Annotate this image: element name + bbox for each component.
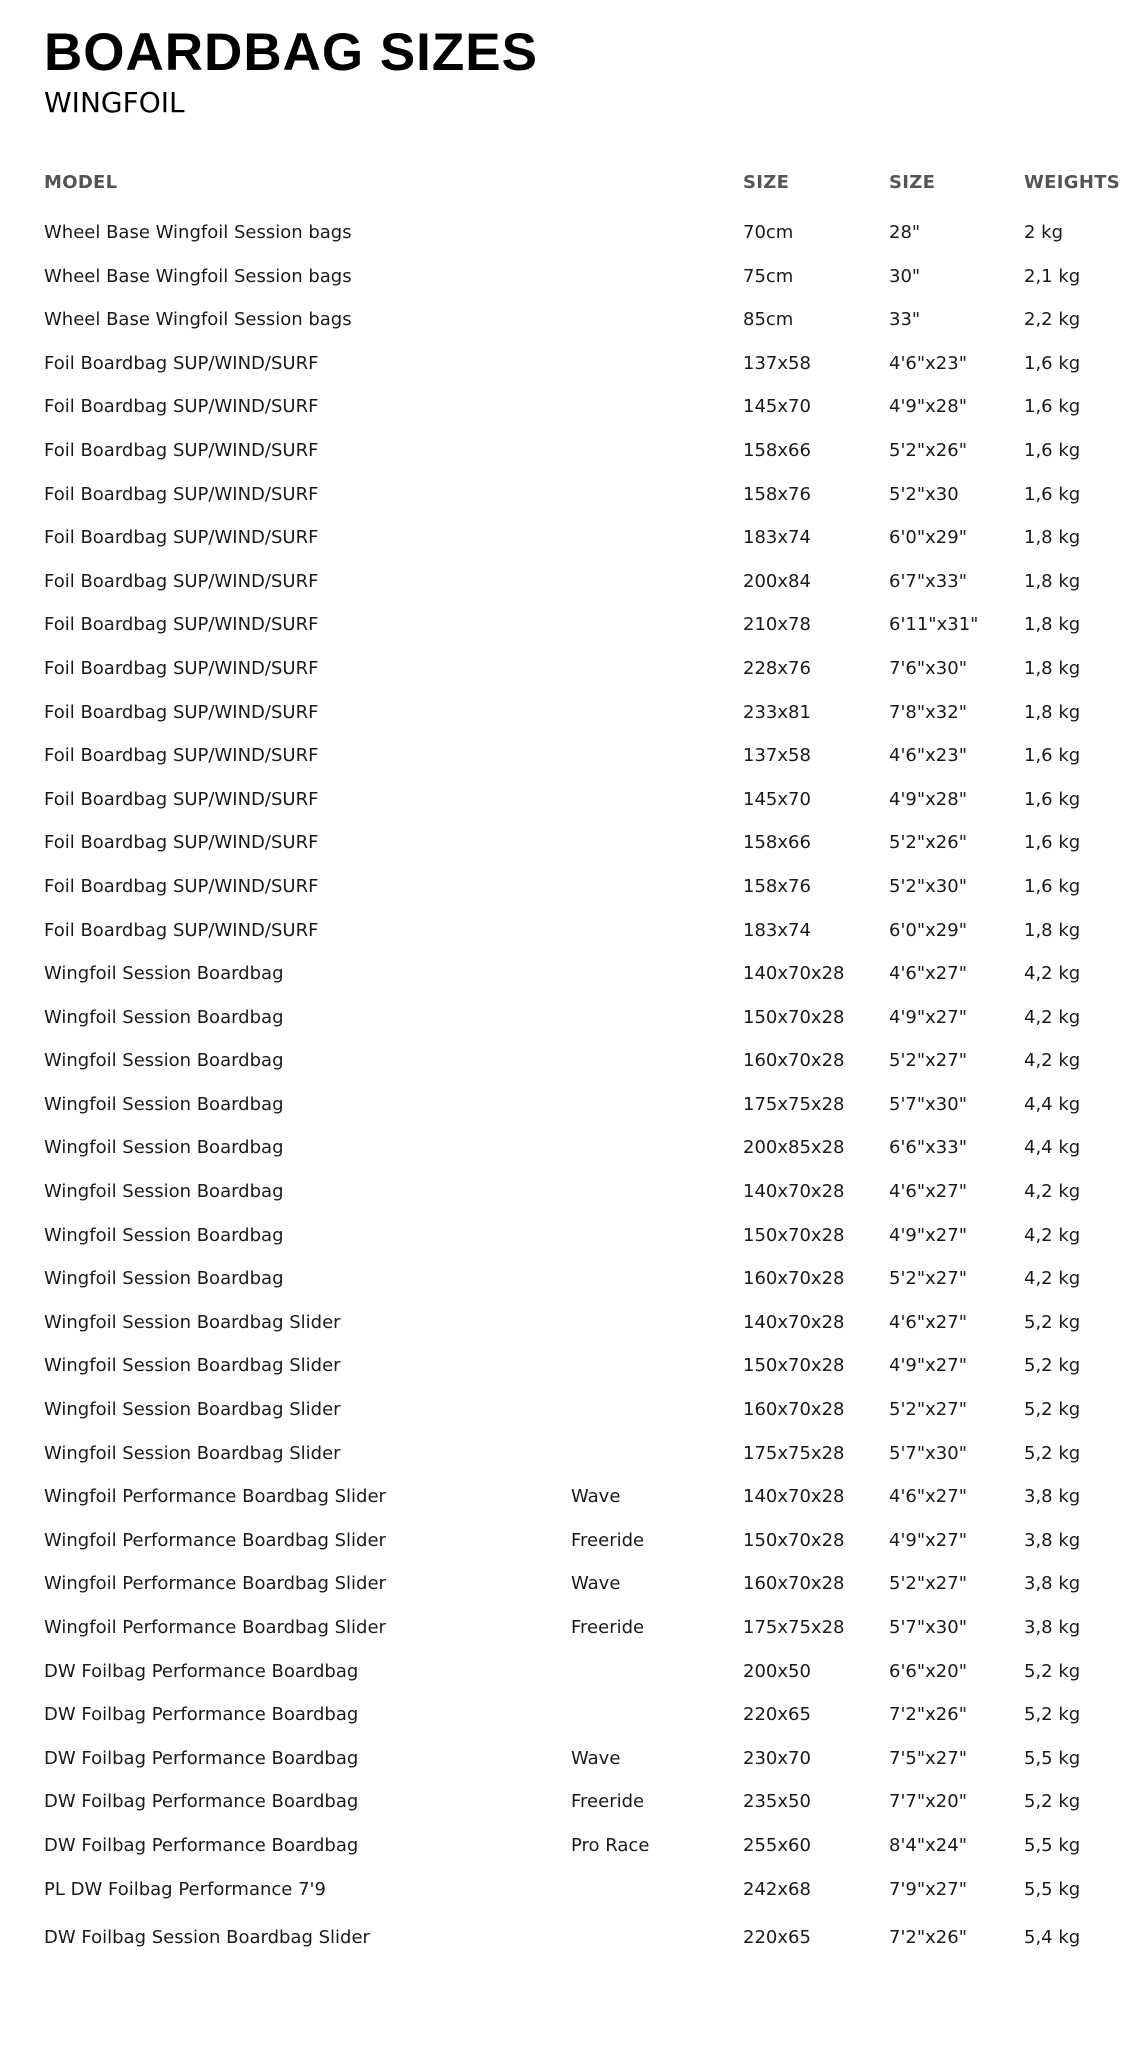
model-cell: Foil Boardbag SUP/WIND/SURF <box>44 614 319 636</box>
model-cell: Wingfoil Session Boardbag Slider <box>44 1311 341 1333</box>
size-cm-cell: 70cm <box>743 222 794 243</box>
weight-cell: 3,8 kg <box>1024 1617 1081 1638</box>
model-cell: Wingfoil Session Boardbag <box>44 1268 284 1290</box>
table-row <box>44 523 1104 567</box>
model-cell: Foil Boardbag SUP/WIND/SURF <box>44 657 319 679</box>
size-in-cell: 4'9"x28" <box>889 396 967 418</box>
model-cell: Foil Boardbag SUP/WIND/SURF <box>44 788 319 810</box>
model-cell: Wingfoil Performance Boardbag Slider <box>44 1573 386 1595</box>
size-in-cell: 4'6"x27" <box>889 1181 967 1203</box>
size-cm-cell: 160x70x28 <box>743 1268 845 1290</box>
size-cm-cell: 235x50 <box>743 1791 811 1813</box>
size-cm-cell: 140x70x28 <box>743 1486 845 1508</box>
size-cm-cell: 137x58 <box>743 745 811 767</box>
size-in-cell: 4'6"x23" <box>889 745 967 767</box>
model-cell: Wingfoil Session Boardbag <box>44 963 284 985</box>
column-header-size-in: SIZE <box>889 172 936 193</box>
weight-cell: 1,6 kg <box>1024 396 1081 418</box>
table-row <box>44 741 1104 785</box>
page-title: BOARDBAG SIZES <box>44 23 538 82</box>
size-in-cell: 4'6"x27" <box>889 1486 967 1508</box>
weight-cell: 1,8 kg <box>1024 657 1081 679</box>
size-cm-cell: 200x84 <box>743 570 811 592</box>
weight-cell: 5,5 kg <box>1024 1834 1081 1856</box>
size-in-cell: 5'2"x26" <box>889 439 967 461</box>
table-row <box>44 349 1104 393</box>
size-in-cell: 33" <box>889 309 921 331</box>
table-row <box>44 916 1104 960</box>
size-cm-cell: 150x70x28 <box>743 1006 845 1028</box>
table-row <box>44 1395 1104 1439</box>
weight-cell: 5,2 kg <box>1024 1399 1081 1421</box>
table-body <box>44 218 1104 1971</box>
model-cell: Wingfoil Session Boardbag <box>44 1093 284 1115</box>
weight-cell: 4,4 kg <box>1024 1137 1081 1159</box>
weight-cell: 4,4 kg <box>1024 1093 1081 1115</box>
size-in-cell: 5'2"x27" <box>889 1399 967 1421</box>
table-row <box>44 1090 1104 1134</box>
size-in-cell: 5'7"x30" <box>889 1617 967 1638</box>
size-in-cell: 4'9"x27" <box>889 1224 967 1246</box>
weight-cell: 2,1 kg <box>1024 265 1081 287</box>
weight-cell: 2 kg <box>1024 222 1064 243</box>
model-cell: Foil Boardbag SUP/WIND/SURF <box>44 745 319 767</box>
table-row <box>44 1613 1104 1657</box>
weight-cell: 1,6 kg <box>1024 483 1081 505</box>
weight-cell: 1,8 kg <box>1024 527 1081 549</box>
table-row <box>44 1046 1104 1090</box>
size-in-cell: 4'9"x28" <box>889 788 967 810</box>
weight-cell: 4,2 kg <box>1024 1006 1081 1028</box>
model-cell: Wingfoil Session Boardbag <box>44 1050 284 1072</box>
table-row <box>44 1439 1104 1483</box>
table-row <box>44 1308 1104 1352</box>
model-cell: Wingfoil Session Boardbag Slider <box>44 1355 341 1377</box>
size-cm-cell: 183x74 <box>743 919 811 941</box>
weight-cell: 3,8 kg <box>1024 1529 1081 1551</box>
size-cm-cell: 230x70 <box>743 1747 811 1769</box>
size-in-cell: 5'2"x27" <box>889 1050 967 1072</box>
weight-cell: 4,2 kg <box>1024 1181 1081 1203</box>
table-row <box>44 1526 1104 1570</box>
model-cell: Wingfoil Performance Boardbag Slider <box>44 1617 386 1638</box>
type-cell: Wave <box>571 1747 621 1769</box>
table-row <box>44 1700 1104 1744</box>
weight-cell: 5,2 kg <box>1024 1355 1081 1377</box>
model-cell: Wingfoil Session Boardbag <box>44 1224 284 1246</box>
table-row <box>44 1744 1104 1788</box>
size-cm-cell: 140x70x28 <box>743 1311 845 1333</box>
size-in-cell: 5'7"x30" <box>889 1442 967 1464</box>
model-cell: Foil Boardbag SUP/WIND/SURF <box>44 352 319 374</box>
size-cm-cell: 158x76 <box>743 875 811 897</box>
model-cell: Wingfoil Session Boardbag <box>44 1181 284 1203</box>
size-cm-cell: 145x70 <box>743 396 811 418</box>
type-cell: Pro Race <box>571 1834 650 1856</box>
column-header-model: MODEL <box>44 172 118 193</box>
table-row <box>44 610 1104 654</box>
size-in-cell: 5'2"x27" <box>889 1573 967 1595</box>
weight-cell: 5,2 kg <box>1024 1311 1081 1333</box>
size-in-cell: 4'6"x27" <box>889 1311 967 1333</box>
table-row <box>44 1657 1104 1701</box>
size-in-cell: 5'2"x27" <box>889 1268 967 1290</box>
table-row <box>44 1787 1104 1831</box>
model-cell: Foil Boardbag SUP/WIND/SURF <box>44 483 319 505</box>
weight-cell: 1,8 kg <box>1024 570 1081 592</box>
model-cell: Foil Boardbag SUP/WIND/SURF <box>44 439 319 461</box>
table-row <box>44 1875 1104 1923</box>
size-in-cell: 4'9"x27" <box>889 1355 967 1377</box>
size-in-cell: 28" <box>889 222 921 243</box>
size-cm-cell: 175x75x28 <box>743 1617 845 1638</box>
size-cm-cell: 242x68 <box>743 1878 811 1900</box>
weight-cell: 2,2 kg <box>1024 309 1081 331</box>
size-cm-cell: 85cm <box>743 309 794 331</box>
size-in-cell: 6'6"x33" <box>889 1137 967 1159</box>
table-row <box>44 828 1104 872</box>
weight-cell: 1,8 kg <box>1024 614 1081 636</box>
table-row <box>44 1177 1104 1221</box>
column-header-weights: WEIGHTS <box>1024 172 1121 193</box>
size-in-cell: 5'2"x26" <box>889 832 967 854</box>
model-cell: DW Foilbag Performance Boardbag <box>44 1704 359 1726</box>
size-cm-cell: 150x70x28 <box>743 1355 845 1377</box>
size-cm-cell: 158x76 <box>743 483 811 505</box>
weight-cell: 3,8 kg <box>1024 1573 1081 1595</box>
size-in-cell: 6'6"x20" <box>889 1660 967 1682</box>
model-cell: DW Foilbag Session Boardbag Slider <box>44 1926 370 1948</box>
size-in-cell: 7'2"x26" <box>889 1704 967 1726</box>
table-row <box>44 436 1104 480</box>
type-cell: Freeride <box>571 1791 645 1813</box>
size-cm-cell: 210x78 <box>743 614 811 636</box>
table-row <box>44 1569 1104 1613</box>
table-row <box>44 480 1104 524</box>
table-row <box>44 785 1104 829</box>
size-in-cell: 4'6"x27" <box>889 963 967 985</box>
model-cell: Wingfoil Session Boardbag <box>44 1137 284 1159</box>
size-in-cell: 30" <box>889 265 921 287</box>
weight-cell: 5,2 kg <box>1024 1704 1081 1726</box>
size-cm-cell: 175x75x28 <box>743 1442 845 1464</box>
size-in-cell: 6'11"x31" <box>889 614 979 636</box>
weight-cell: 5,5 kg <box>1024 1747 1081 1769</box>
table-row <box>44 1003 1104 1047</box>
size-in-cell: 7'9"x27" <box>889 1878 967 1900</box>
size-in-cell: 5'2"x30 <box>889 483 959 505</box>
table-row <box>44 872 1104 916</box>
type-cell: Freeride <box>571 1617 645 1638</box>
model-cell: Wheel Base Wingfoil Session bags <box>44 222 352 243</box>
size-in-cell: 7'8"x32" <box>889 701 967 723</box>
weight-cell: 4,2 kg <box>1024 963 1081 985</box>
size-cm-cell: 183x74 <box>743 527 811 549</box>
size-in-cell: 7'2"x26" <box>889 1926 967 1948</box>
table-row <box>44 654 1104 698</box>
size-cm-cell: 160x70x28 <box>743 1573 845 1595</box>
size-cm-cell: 145x70 <box>743 788 811 810</box>
weight-cell: 5,5 kg <box>1024 1878 1081 1900</box>
sizes-table <box>44 168 1121 1971</box>
model-cell: Foil Boardbag SUP/WIND/SURF <box>44 919 319 941</box>
table-row <box>44 959 1104 1003</box>
size-in-cell: 8'4"x24" <box>889 1834 967 1856</box>
weight-cell: 1,6 kg <box>1024 832 1081 854</box>
size-in-cell: 6'0"x29" <box>889 919 967 941</box>
model-cell: Wheel Base Wingfoil Session bags <box>44 309 352 331</box>
weight-cell: 1,8 kg <box>1024 701 1081 723</box>
size-cm-cell: 175x75x28 <box>743 1093 845 1115</box>
weight-cell: 4,2 kg <box>1024 1224 1081 1246</box>
column-header-size-cm: SIZE <box>743 172 790 193</box>
size-in-cell: 7'6"x30" <box>889 657 967 679</box>
table-row <box>44 567 1104 611</box>
weight-cell: 5,4 kg <box>1024 1926 1081 1948</box>
weight-cell: 1,6 kg <box>1024 745 1081 767</box>
model-cell: Wingfoil Session Boardbag Slider <box>44 1399 341 1421</box>
size-cm-cell: 255x60 <box>743 1834 811 1856</box>
table-row <box>44 305 1104 349</box>
weight-cell: 1,6 kg <box>1024 788 1081 810</box>
size-cm-cell: 140x70x28 <box>743 963 845 985</box>
model-cell: Wingfoil Session Boardbag Slider <box>44 1442 341 1464</box>
table-header-row <box>44 168 1121 218</box>
model-cell: PL DW Foilbag Performance 7'9 <box>44 1878 326 1900</box>
table-row <box>44 1482 1104 1526</box>
model-cell: DW Foilbag Performance Boardbag <box>44 1660 359 1682</box>
model-cell: Foil Boardbag SUP/WIND/SURF <box>44 701 319 723</box>
weight-cell: 1,6 kg <box>1024 875 1081 897</box>
page-subtitle: WINGFOIL <box>44 86 185 119</box>
size-in-cell: 7'7"x20" <box>889 1791 967 1813</box>
size-in-cell: 6'0"x29" <box>889 527 967 549</box>
table-row <box>44 1133 1104 1177</box>
size-cm-cell: 158x66 <box>743 439 811 461</box>
size-in-cell: 6'7"x33" <box>889 570 967 592</box>
table-row <box>44 1923 1104 1971</box>
size-in-cell: 4'6"x23" <box>889 352 967 374</box>
model-cell: Wingfoil Performance Boardbag Slider <box>44 1486 386 1508</box>
model-cell: Wheel Base Wingfoil Session bags <box>44 265 352 287</box>
type-cell: Wave <box>571 1573 621 1595</box>
model-cell: DW Foilbag Performance Boardbag <box>44 1791 359 1813</box>
size-cm-cell: 233x81 <box>743 701 811 723</box>
weight-cell: 5,2 kg <box>1024 1791 1081 1813</box>
size-cm-cell: 75cm <box>743 265 794 287</box>
table-row <box>44 392 1104 436</box>
size-cm-cell: 160x70x28 <box>743 1399 845 1421</box>
size-in-cell: 4'9"x27" <box>889 1529 967 1551</box>
table-row <box>44 1831 1104 1875</box>
table-row <box>44 698 1104 742</box>
weight-cell: 3,8 kg <box>1024 1486 1081 1508</box>
size-cm-cell: 220x65 <box>743 1926 811 1948</box>
model-cell: Foil Boardbag SUP/WIND/SURF <box>44 832 319 854</box>
weight-cell: 1,8 kg <box>1024 919 1081 941</box>
weight-cell: 5,2 kg <box>1024 1660 1081 1682</box>
size-cm-cell: 160x70x28 <box>743 1050 845 1072</box>
size-cm-cell: 200x85x28 <box>743 1137 845 1159</box>
table-row <box>44 218 1104 262</box>
weight-cell: 5,2 kg <box>1024 1442 1081 1464</box>
size-in-cell: 5'7"x30" <box>889 1093 967 1115</box>
model-cell: DW Foilbag Performance Boardbag <box>44 1747 359 1769</box>
weight-cell: 4,2 kg <box>1024 1268 1081 1290</box>
size-cm-cell: 200x50 <box>743 1660 811 1682</box>
model-cell: Foil Boardbag SUP/WIND/SURF <box>44 527 319 549</box>
weight-cell: 1,6 kg <box>1024 352 1081 374</box>
size-cm-cell: 140x70x28 <box>743 1181 845 1203</box>
size-in-cell: 7'5"x27" <box>889 1747 967 1769</box>
type-cell: Wave <box>571 1486 621 1508</box>
size-in-cell: 4'9"x27" <box>889 1006 967 1028</box>
model-cell: DW Foilbag Performance Boardbag <box>44 1834 359 1856</box>
table-row <box>44 1351 1104 1395</box>
weight-cell: 4,2 kg <box>1024 1050 1081 1072</box>
table-row <box>44 1221 1104 1265</box>
size-cm-cell: 150x70x28 <box>743 1529 845 1551</box>
model-cell: Wingfoil Session Boardbag <box>44 1006 284 1028</box>
model-cell: Foil Boardbag SUP/WIND/SURF <box>44 396 319 418</box>
model-cell: Wingfoil Performance Boardbag Slider <box>44 1529 386 1551</box>
size-cm-cell: 158x66 <box>743 832 811 854</box>
type-cell: Freeride <box>571 1529 645 1551</box>
model-cell: Foil Boardbag SUP/WIND/SURF <box>44 570 319 592</box>
size-in-cell: 5'2"x30" <box>889 875 967 897</box>
model-cell: Foil Boardbag SUP/WIND/SURF <box>44 875 319 897</box>
size-cm-cell: 137x58 <box>743 352 811 374</box>
weight-cell: 1,6 kg <box>1024 439 1081 461</box>
table-row <box>44 262 1104 306</box>
table-row <box>44 1264 1104 1308</box>
size-cm-cell: 220x65 <box>743 1704 811 1726</box>
size-cm-cell: 150x70x28 <box>743 1224 845 1246</box>
size-cm-cell: 228x76 <box>743 657 811 679</box>
